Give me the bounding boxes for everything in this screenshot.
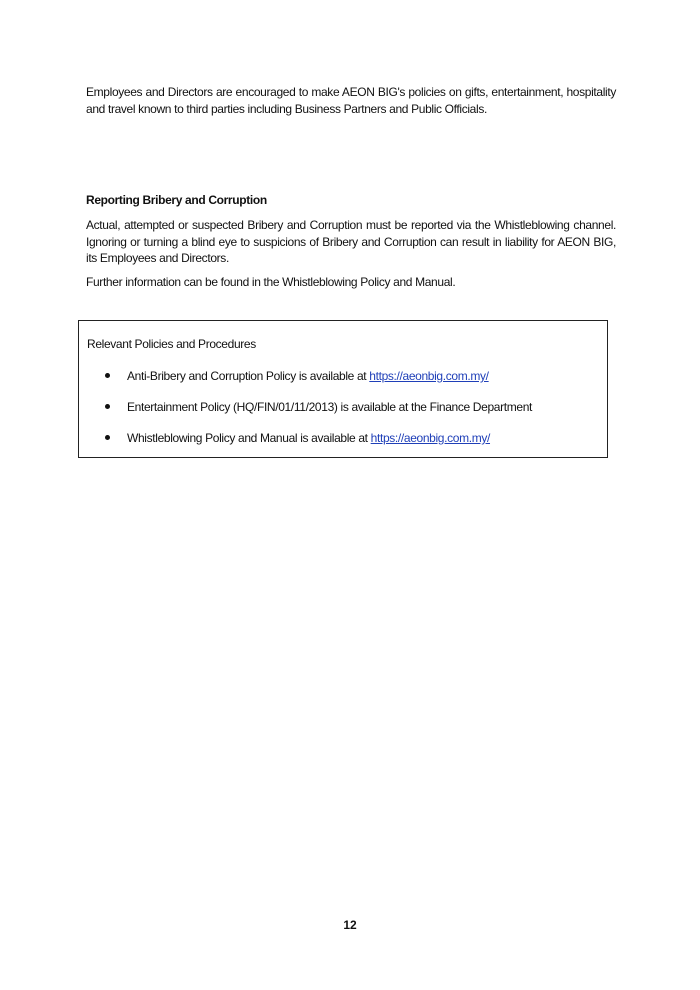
policies-box-title: Relevant Policies and Procedures [87,337,256,351]
policies-list [105,369,605,462]
list-item-text: Whistleblowing Policy and Manual is available at [127,431,371,445]
bullet-icon [105,373,110,378]
paragraph-reporting: Actual, attempted or suspected Bribery and Corruption must be reported via the Whistleblowing channel. Ignoring or turning a blind eye to suspicions of Bribery and Corruption can result in liability for AEON BIG, its Employees and Directors. [86,218,616,265]
paragraph-gifts-policy: Employees and Directors are encouraged to make AEON BIG's policies on gifts, entertainment, hospitality and travel known to third parties including Business Partners and Public Officials. [86,85,616,116]
list-item-whistleblowing [105,431,605,462]
list-item-anti-bribery [105,369,605,400]
relevant-policies-box [78,320,608,458]
anti-bribery-policy-link[interactable]: https://aeonbig.com.my/ [369,369,489,383]
whistleblowing-policy-link[interactable]: https://aeonbig.com.my/ [370,431,491,445]
page-number: 12 [343,918,357,932]
list-item-text: Anti-Bribery and Corruption Policy is available at [127,369,370,383]
list-item-entertainment [105,400,605,431]
list-item-text: Entertainment Policy (HQ/FIN/01/11/2013) is available at the Finance Department [127,400,533,414]
paragraph-further-information: Further information can be found in the Whistleblowing Policy and Manual. [86,275,456,289]
section-heading-reporting: Reporting Bribery and Corruption [86,193,267,207]
bullet-icon [105,435,110,440]
bullet-icon [105,404,110,409]
